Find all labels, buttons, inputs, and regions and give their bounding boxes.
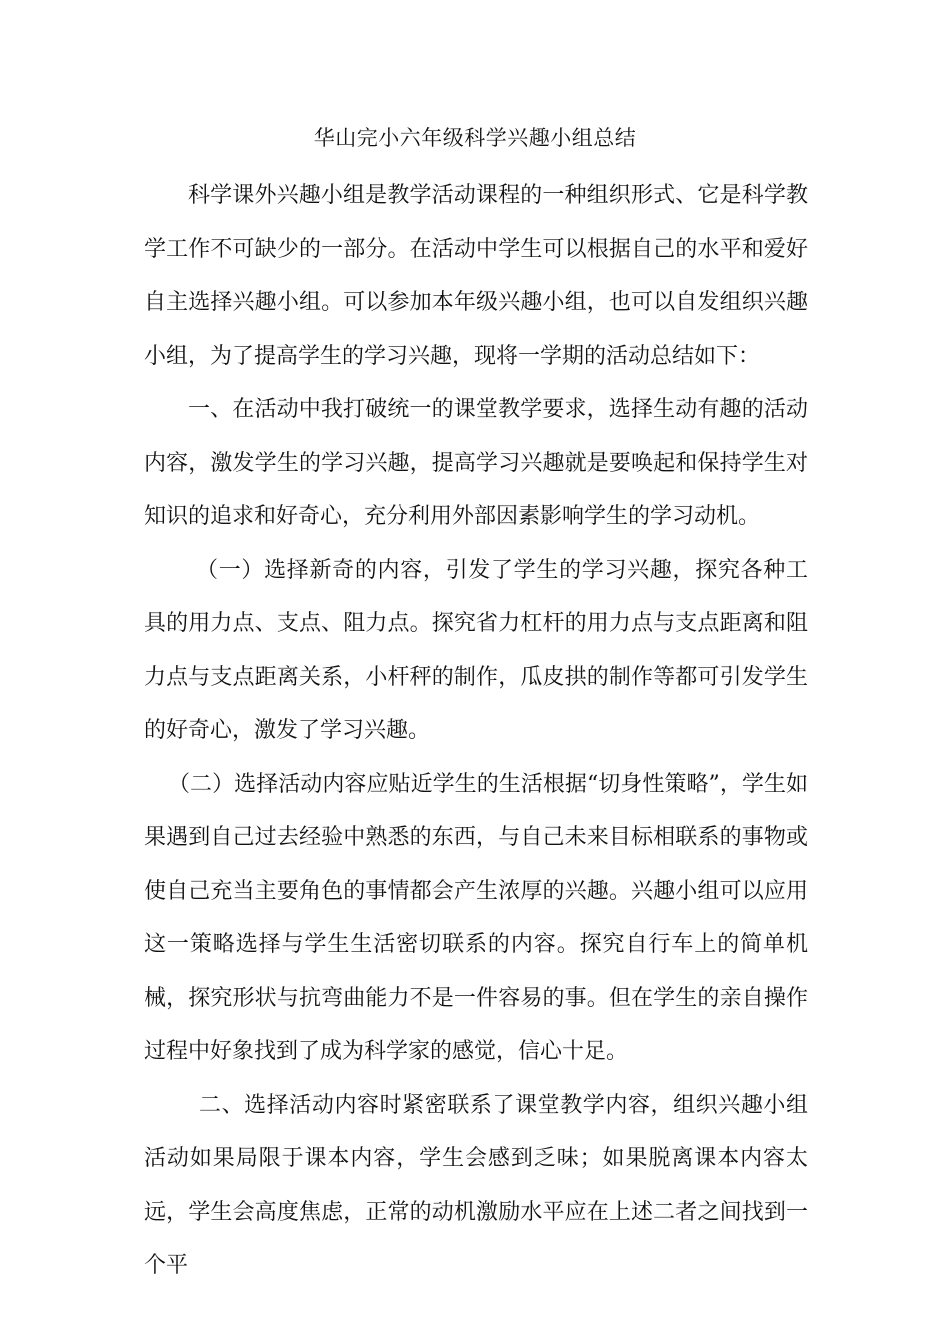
paragraph-section-two: 二、选择活动内容时紧密联系了课堂教学内容，组织兴趣小组活动如果局限于课本内容，学生会感到乏味；如果脱离课本内容太远，学生会高度焦虑，正常的动机激励水平应在上述二者之间找到一个平 bbox=[144, 1092, 808, 1278]
paragraph-subsection-one: （一）选择新奇的内容，引发了学生的学习兴趣，探究各种工具的用力点、支点、阻力点。探究省力杠杆的用力点与支点距离和阻力点与支点距离关系，小杆秤的制作，瓜皮拱的制作等都可引发学生的好奇心，激发了学习兴趣。 bbox=[144, 557, 808, 743]
paragraph-subsection-two: （二）选择活动内容应贴近学生的生活根据“切身性策略”，学生如果遇到自己过去经验中熟悉的东西，与自己未来目标相联系的事物或使自己充当主要角色的事情都会产生浓厚的兴趣。兴趣小组可以应用这一策略选择与学生生活密切联系的内容。探究自行车上的简单机械，探究形状与抗弯曲能力不是一件容易的事。但在学生的亲自操作过程中好象找到了成为科学家的感觉，信心十足。 bbox=[144, 771, 808, 1064]
paragraph-section-one: 一、在活动中我打破统一的课堂教学要求，选择生动有趣的活动内容，激发学生的学习兴趣，提高学习兴趣就是要唤起和保持学生对知识的追求和好奇心，充分利用外部因素影响学生的学习动机。 bbox=[144, 397, 808, 529]
document-body bbox=[144, 169, 808, 1293]
paragraph-intro: 科学课外兴趣小组是教学活动课程的一种组织形式、它是科学教学工作不可缺少的一部分。在活动中学生可以根据自己的水平和爱好自主选择兴趣小组。可以参加本年级兴趣小组，也可以自发组织兴趣小组，为了提高学生的学习兴趣，现将一学期的活动总结如下： bbox=[144, 183, 808, 369]
document-title: 华山完小六年级科学兴趣小组总结 bbox=[313, 126, 637, 150]
